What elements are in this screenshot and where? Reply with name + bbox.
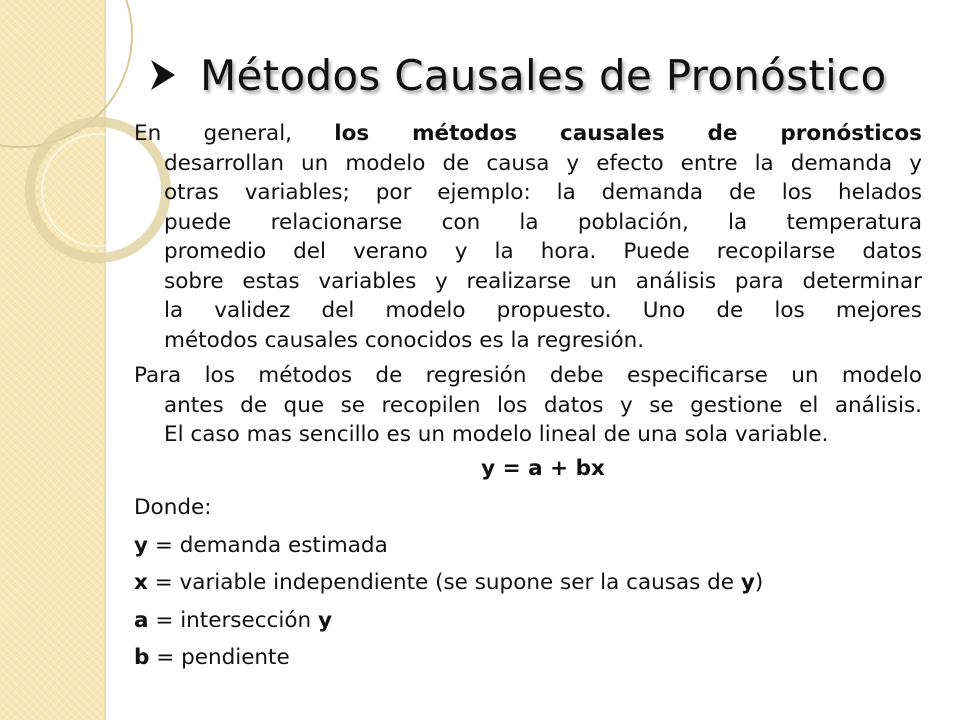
paragraph-line: promedio del verano y la hora. Puede recopilarse datos <box>164 239 922 264</box>
paragraph-line <box>134 119 922 149</box>
symbol: x <box>134 570 148 595</box>
paragraph-line: la validez del modelo propuesto. Uno de los mejores <box>164 298 922 323</box>
paragraph-line: Para los métodos de regresión debe especificarse un modelo <box>134 363 922 388</box>
symbol: y <box>134 532 149 558</box>
slide-body <box>134 119 922 681</box>
paragraph-line: puede relacionarse con la población, la temperatura <box>164 209 922 235</box>
symbol: y <box>317 607 332 633</box>
definition-text: ) <box>754 570 764 595</box>
definition-x <box>134 568 922 598</box>
regression-formula: y = a + bx <box>481 455 605 481</box>
title-row <box>150 40 886 110</box>
definition-text: = intersección <box>148 607 318 633</box>
symbol: y <box>740 570 755 595</box>
paragraph-regression <box>134 361 922 450</box>
paragraph-line: otras variables; por ejemplo: la demanda de los helados <box>164 180 922 205</box>
definition-text: = demanda estimada <box>148 532 388 558</box>
definition-a <box>134 606 922 636</box>
definition-y <box>134 531 922 561</box>
paragraph-line: sobre estas variables y realizarse un análisis para determinar <box>164 268 922 294</box>
page-title: Métodos Causales de Pronóstico <box>200 50 887 100</box>
bold-text-run: los métodos causales de pronósticos <box>334 121 922 146</box>
paragraph-line: métodos causales conocidos es la regresión. <box>164 327 645 353</box>
paragraph-line: antes de que se recopilen los datos y se gestione el análisis. <box>164 392 922 418</box>
symbol: b <box>134 645 150 670</box>
definition-text: = variable independiente (se supone ser la causas de <box>147 570 741 595</box>
definition-text: = pendiente <box>149 645 290 670</box>
paragraph-line: desarrollan un modelo de causa y efecto entre la demanda y <box>164 150 922 176</box>
definition-b <box>134 643 922 673</box>
paragraph-line: El caso mas sencillo es un modelo lineal de una sola variable. <box>164 422 829 447</box>
symbol: a <box>134 607 149 633</box>
donde-label: Donde: <box>134 495 212 520</box>
arrow-bullet-icon <box>150 59 176 91</box>
paragraph-causal-methods <box>134 119 922 355</box>
text-run: En general, <box>134 121 335 146</box>
